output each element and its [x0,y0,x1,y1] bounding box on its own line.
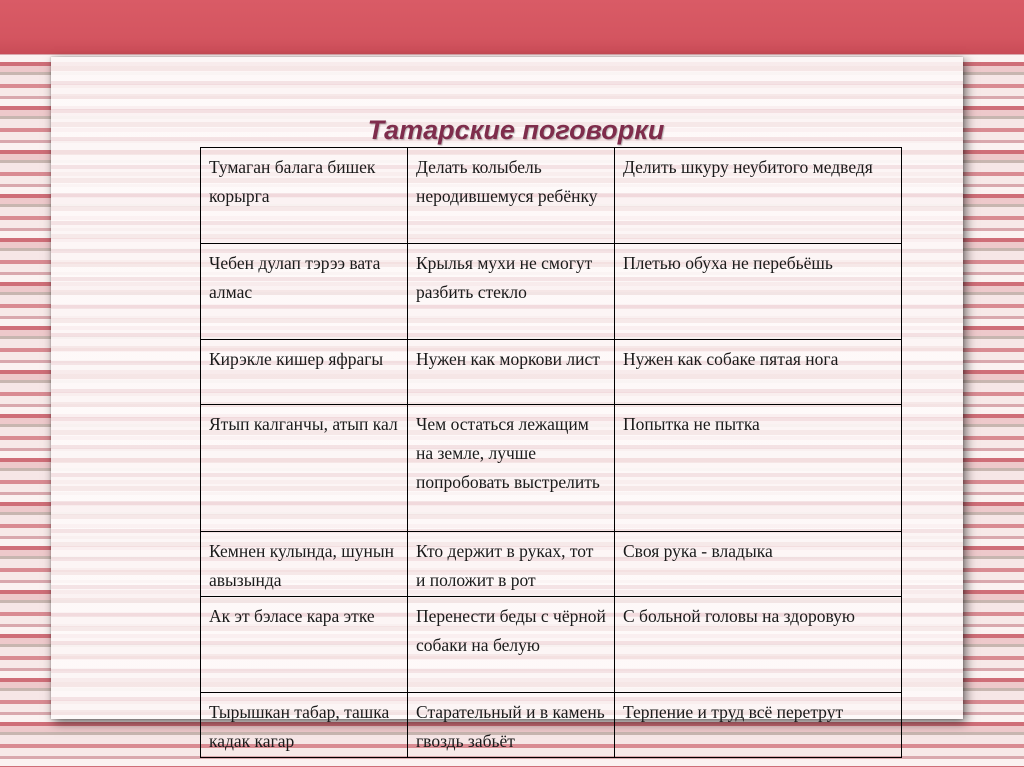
table-row [201,405,902,532]
tatar-saying-cell: Кирэкле кишер яфрагы [201,340,408,405]
russian-equivalent-cell: Попытка не пытка [615,405,902,532]
sayings-table [200,147,902,758]
literal-translation-cell: Делать колыбель неродившемуся ребёнку [408,148,615,244]
literal-translation-cell: Перенести беды с чёрной собаки на белую [408,597,615,693]
russian-equivalent-cell: Нужен как собаке пятая нога [615,340,902,405]
tatar-saying-cell: Тырышкан табар, ташка кадак кагар [201,693,408,758]
tatar-saying-cell: Кемнен кулында, шунын авызында [201,532,408,597]
table-row [201,244,902,340]
russian-equivalent-cell: Своя рука - владыка [615,532,902,597]
literal-translation-cell: Кто держит в руках, тот и положит в рот [408,532,615,597]
russian-equivalent-cell: Плетью обуха не перебьёшь [615,244,902,340]
tatar-saying-cell: Чебен дулап тэрээ вата алмас [201,244,408,340]
table-row [201,693,902,758]
literal-translation-cell: Крылья мухи не смогут разбить стекло [408,244,615,340]
tatar-saying-cell: Ак эт бэласе кара этке [201,597,408,693]
russian-equivalent-cell: Делить шкуру неубитого медведя [615,148,902,244]
literal-translation-cell: Чем остаться лежащим на земле, лучше попробовать выстрелить [408,405,615,532]
literal-translation-cell: Старательный и в камень гвоздь забьёт [408,693,615,758]
slide-title: Татарские поговорки [367,115,665,145]
literal-translation-cell: Нужен как моркови лист [408,340,615,405]
table-row [201,148,902,244]
top-color-band [0,0,1024,54]
russian-equivalent-cell: Терпение и труд всё перетрут [615,693,902,758]
table-row [201,597,902,693]
table-row [201,532,902,597]
tatar-saying-cell: Тумаган балага бишек корырга [201,148,408,244]
russian-equivalent-cell: С больной головы на здоровую [615,597,902,693]
table-row [201,340,902,405]
tatar-saying-cell: Ятып калганчы, атып кал [201,405,408,532]
